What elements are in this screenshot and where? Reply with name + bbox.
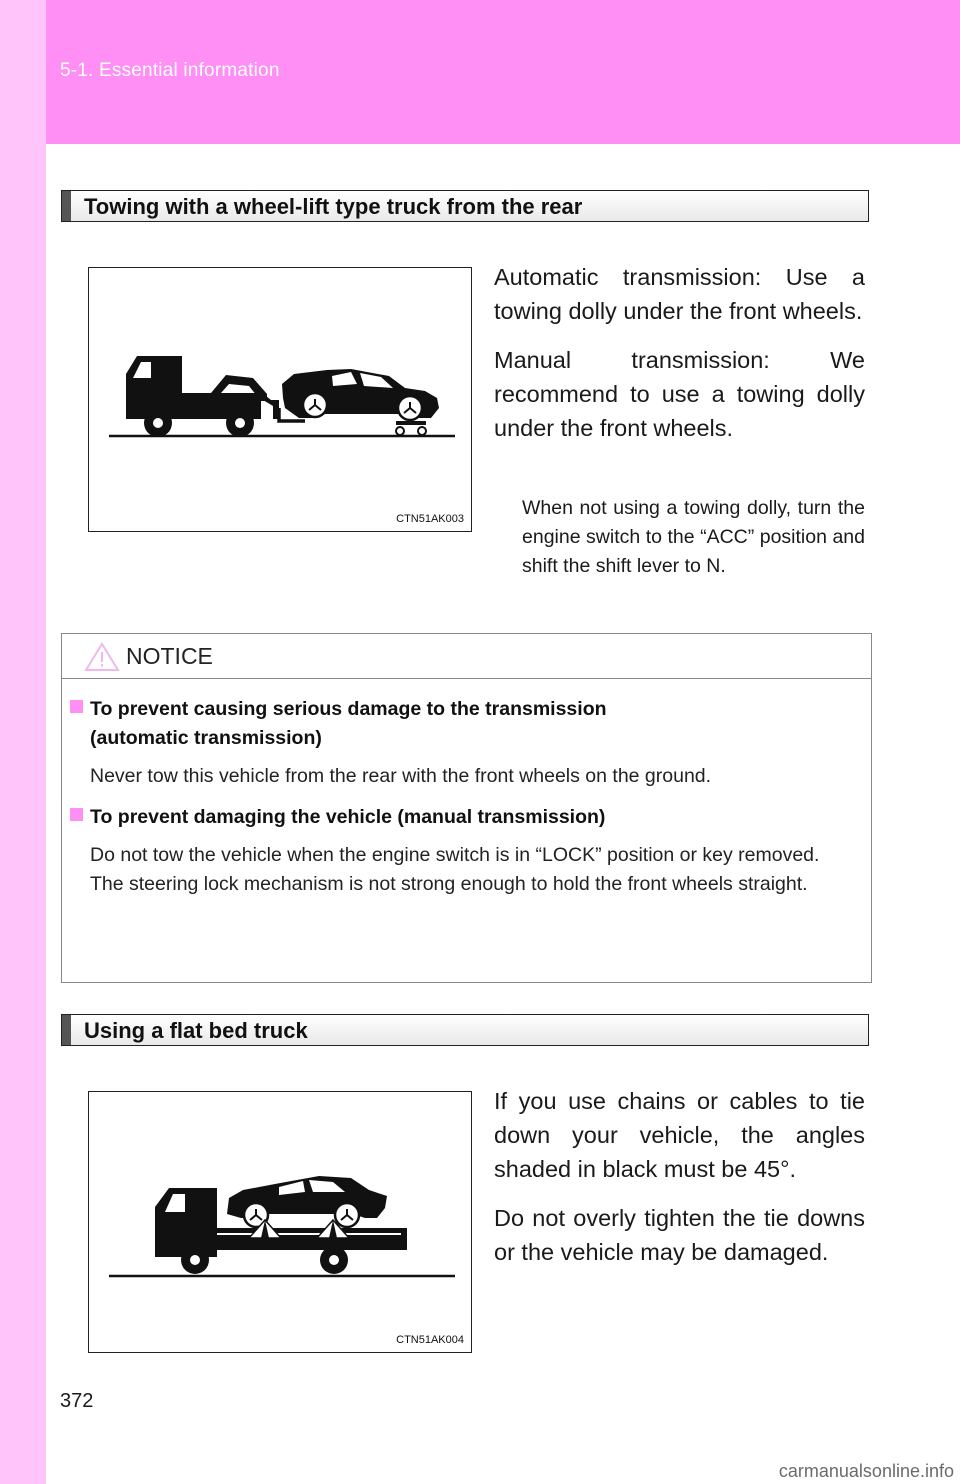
notice-item-automatic	[70, 695, 862, 791]
side-band	[0, 0, 46, 1484]
bullet-square-icon	[70, 808, 83, 821]
breadcrumb: 5-1. Essential information	[60, 60, 280, 81]
watermark: carmanualsonline.info	[778, 1461, 954, 1481]
section1-body	[494, 260, 865, 460]
figure-code: CTN51AK004	[396, 1334, 464, 1346]
notice-item-body: Never tow this vehicle from the rear with the front wheels on the ground.	[90, 765, 712, 787]
paragraph-tie-down-angle: If you use chains or cables to tie down your vehicle, the angles shaded in black must be 45°.	[494, 1088, 865, 1182]
section-title: Towing with a wheel-lift type truck from the rear	[84, 194, 583, 219]
section-title: Using a flat bed truck	[84, 1018, 308, 1043]
notice-header	[62, 634, 871, 679]
figure-code: CTN51AK003	[396, 513, 464, 525]
paragraph-automatic: Automatic transmission: Use a towing dolly under the front wheels.	[494, 264, 865, 324]
notice-box	[61, 633, 872, 983]
paragraph-manual: Manual transmission: We recommend to use a towing dolly under the front wheels.	[494, 347, 865, 441]
notice-item-body: Do not tow the vehicle when the engine switch is in “LOCK” position or key removed.	[90, 844, 820, 866]
notice-title: NOTICE	[126, 643, 213, 669]
figure-flat-bed-truck	[88, 1091, 472, 1353]
section1-note: When not using a towing dolly, turn the engine switch to the “ACC” position and shift the shift lever to N.	[522, 497, 865, 577]
notice-item-title: To prevent causing serious damage to the transmission (automatic transmission)	[90, 698, 607, 749]
notice-item-manual	[70, 803, 862, 899]
notice-item-body: The steering lock mechanism is not strong enough to hold the front wheels straight.	[90, 873, 808, 895]
section-header-wheel-lift	[61, 190, 869, 222]
figure-wheel-lift-truck	[88, 267, 472, 532]
section2-body	[494, 1084, 865, 1284]
paragraph-tie-down-warning: Do not overly tighten the tie downs or the vehicle may be damaged.	[494, 1205, 865, 1265]
page-number: 372	[60, 1390, 94, 1412]
wheel-lift-truck-illustration	[89, 268, 473, 533]
warning-triangle-icon	[84, 642, 120, 672]
notice-item-title: To prevent damaging the vehicle (manual transmission)	[90, 806, 606, 828]
section-header-flat-bed	[61, 1014, 869, 1046]
bullet-square-icon	[70, 700, 83, 713]
flat-bed-truck-illustration	[89, 1092, 473, 1354]
